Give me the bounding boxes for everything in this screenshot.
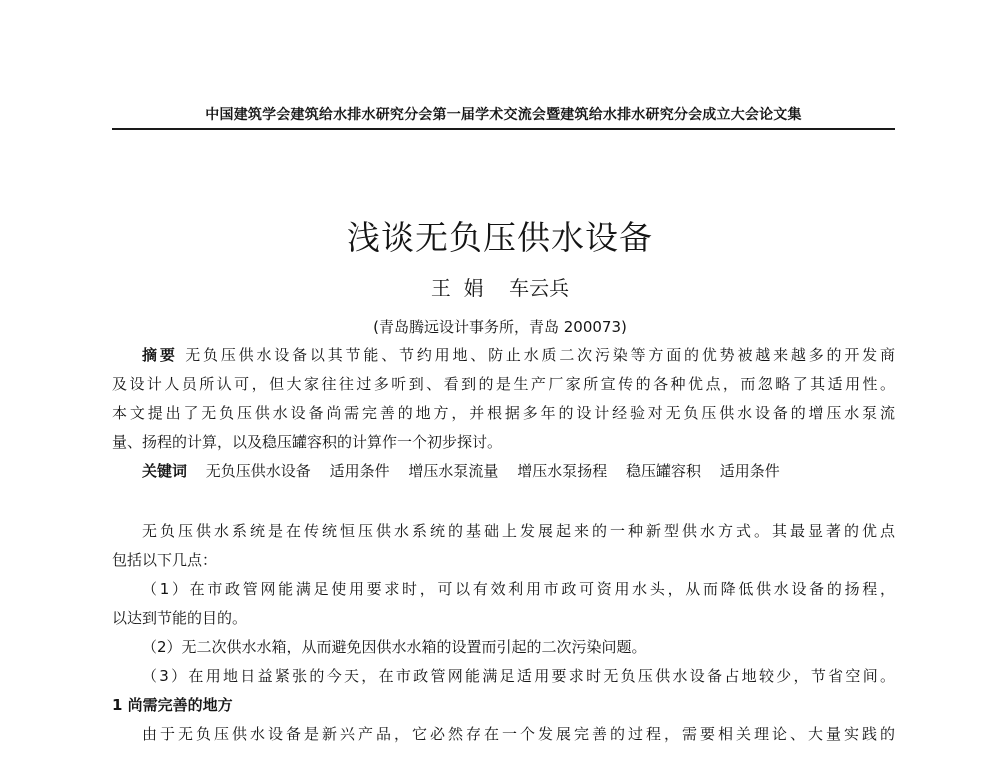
abstract-text: 无负压供水设备以其节能、节约用地、防止水质二次污染等方面的优势被越来越多的开发商 xyxy=(185,346,895,364)
keywords-line xyxy=(112,461,895,481)
abstract-line-1 xyxy=(112,345,895,365)
section-1-heading: 1 尚需完善的地方 xyxy=(112,696,233,714)
paper-title: 浅谈无负压供水设备 xyxy=(347,218,653,257)
abstract-line-3: 本文提出了无负压供水设备尚需完善的地方，并根据多年的设计经验对无负压供水设备的增压水泵流 xyxy=(112,404,895,422)
abstract-line-4: 量、扬程的计算，以及稳压罐容积的计算作一个初步探讨。 xyxy=(112,433,503,451)
keywords-label: 关键词 xyxy=(142,462,188,480)
abstract-label: 摘要 xyxy=(142,346,178,364)
authors: 王 娟 车云兵 xyxy=(430,276,570,300)
keyword-item: 增压水泵流量 xyxy=(408,462,499,480)
section-1-line-1: 由于无负压供水设备是新兴产品，它必然存在一个发展完善的过程，需要相关理论、大量实践的 xyxy=(142,725,895,743)
body-point-2: （2）无二次供水水箱，从而避免因供水水箱的设置而引起的二次污染问题。 xyxy=(142,638,647,656)
keyword-item: 适用条件 xyxy=(719,462,780,480)
body-intro-line-2: 包括以下几点： xyxy=(112,551,218,569)
body-intro-line-1: 无负压供水系统是在传统恒压供水系统的基础上发展起来的一种新型供水方式。其最显著的优点 xyxy=(142,522,895,540)
running-header: 中国建筑学会建筑给水排水研究分会第一届学术交流会暨建筑给水排水研究分会成立大会论文集 xyxy=(205,107,802,123)
keyword-item: 稳压罐容积 xyxy=(625,462,701,480)
body-point-1-line-1: （1）在市政管网能满足使用要求时，可以有效利用市政可资用水头，从而降低供水设备的扬程， xyxy=(142,580,895,598)
keyword-item: 增压水泵扬程 xyxy=(517,462,608,480)
header-rule xyxy=(112,128,895,130)
body-point-3: （3）在用地日益紧张的今天，在市政管网能满足适用要求时无负压供水设备占地较少，节省空间。 xyxy=(142,667,895,685)
keyword-item: 无负压供水设备 xyxy=(205,462,311,480)
abstract-line-2: 及设计人员所认可，但大家往往过多听到、看到的是生产厂家所宣传的各种优点，而忽略了其适用性。 xyxy=(112,375,895,393)
keyword-item: 适用条件 xyxy=(329,462,390,480)
body-point-1-line-2: 以达到节能的目的。 xyxy=(112,609,248,627)
affiliation: (青岛腾远设计事务所，青岛 200073) xyxy=(373,318,627,336)
